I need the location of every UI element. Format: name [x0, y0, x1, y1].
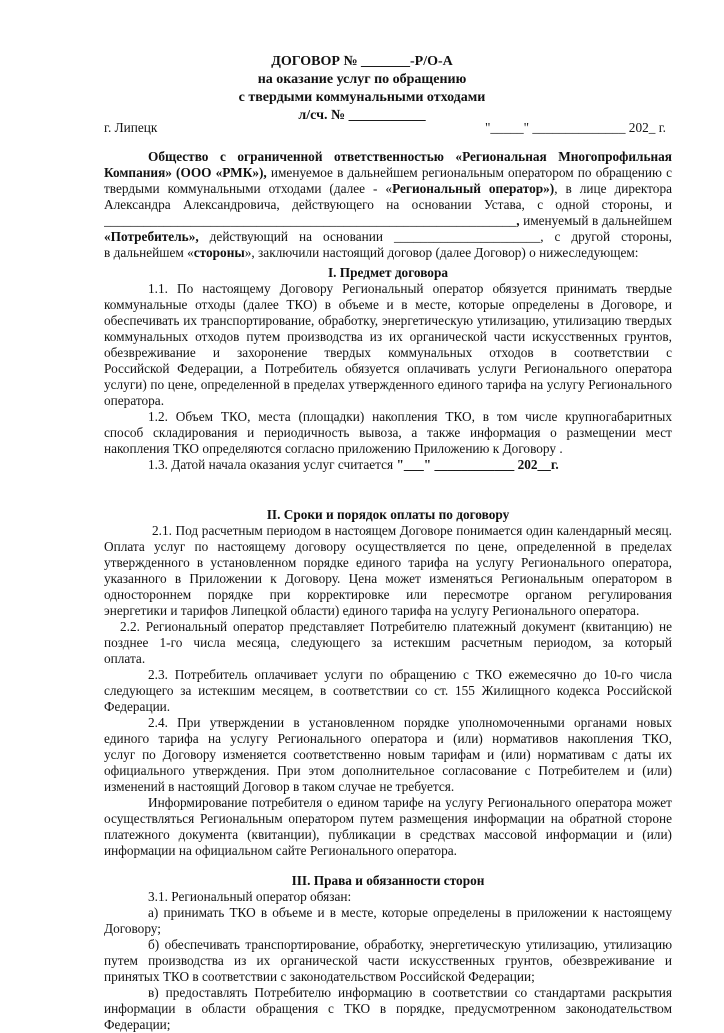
text-line — [104, 635, 672, 651]
bold-text: "___" ____________ 202__г. — [396, 457, 559, 472]
text-line — [104, 1017, 672, 1033]
text: услуги) по цене, определенной в пределах утвержденного единого тарифа на услугу Регионального — [104, 377, 672, 392]
text: 2.4. При утверждении в установленном порядке уполномоченными органами новых — [148, 715, 672, 730]
paragraph — [104, 619, 672, 667]
text-line — [104, 985, 672, 1001]
text: Александра Александровича, действующего на основании Устава, с одной стороны, и — [104, 197, 672, 212]
bold-text: Компания» (ООО «РМК»), — [104, 165, 267, 180]
text-line — [104, 1001, 672, 1017]
text-line — [104, 937, 672, 953]
paragraph — [104, 409, 672, 457]
text-line — [104, 715, 672, 731]
paragraph — [104, 457, 672, 473]
bold-text: Региональный оператор») — [392, 181, 555, 196]
text: 1.2. Объем ТКО, места (площадки) накопления ТКО, в том числе крупногабаритных — [148, 409, 672, 424]
text-line — [104, 181, 672, 197]
text-line — [104, 457, 672, 473]
text: платежного документа (квитанции), публикации в средствах массовой информации и (или) — [104, 827, 672, 842]
text-line — [104, 425, 672, 441]
text-line — [104, 587, 672, 603]
text-line — [104, 523, 672, 539]
contract-date: "_____" ______________ 202_ г. — [484, 120, 666, 135]
text-line — [104, 281, 672, 297]
text-line — [104, 197, 672, 213]
text: указанного в Приложении к Договору. Цена может изменяться Региональным оператором в — [104, 571, 672, 586]
text-line — [104, 165, 672, 181]
text: Российской Федерации, а Потребитель обязуется оплачивать услуги Регионального оператора — [104, 361, 672, 376]
text: Федерации. — [104, 699, 171, 714]
text-line — [104, 683, 672, 699]
text-line — [104, 539, 672, 555]
text-line — [104, 731, 672, 747]
text-line — [104, 377, 672, 393]
text: обезвреживание и захоронение твердых коммунальных отходов в соответствии с — [104, 345, 672, 360]
section-heading: III. Права и обязанности сторон — [291, 873, 485, 888]
text-line — [104, 763, 672, 779]
text: услуг по Договору изменяется соответственно новым тарифам и (или) нормативам с даты их — [104, 747, 672, 762]
text: позднее 1-го числа месяца, следующего за истекшим расчетным периодом, за который — [104, 635, 672, 650]
text: 1.1. По настоящему Договору Региональный оператор обязуется принимать твердые — [148, 281, 672, 296]
text-line — [104, 699, 672, 715]
text: утвержденного в установленном порядке единого тарифа на услугу Регионального оператора, — [104, 555, 672, 570]
text-line — [104, 747, 672, 763]
text: накопления ТКО определяются согласно приложению Приложению к Договору . — [104, 441, 563, 456]
text: в дальнейшем « — [104, 245, 194, 260]
text: в) предоставлять Потребителю информацию в соответствии со стандартами раскрытия — [148, 985, 672, 1000]
text: информации в области обращения с ТКО в порядке, предусмотренном законодательством — [104, 1001, 672, 1016]
bold-text: стороны — [193, 245, 245, 260]
text: именуемое в дальнейшем региональным оператором по обращению с — [266, 165, 672, 180]
text-line — [104, 441, 672, 457]
text-line — [104, 345, 672, 361]
text-line — [104, 603, 672, 619]
bold-text: , — [516, 213, 520, 228]
text: изменений в настоящий Договор в таком случае не требуется. — [104, 779, 455, 794]
text-line — [104, 827, 672, 843]
text: Информирование потребителя о едином тарифе на услугу Регионального оператора может — [148, 795, 672, 810]
text: одностороннем порядке при корректировке или пересмотре органом регулирования — [104, 587, 672, 602]
paragraph — [104, 715, 672, 795]
section-heading: I. Предмет договора — [327, 265, 448, 280]
text: оплата. — [104, 651, 146, 666]
text: », заключили настоящий договор (далее Договор) о нижеследующем: — [244, 245, 639, 260]
city: г. Липецк — [104, 120, 158, 135]
contract-subtitle: на оказание услуг по обращению — [257, 72, 467, 87]
text-line — [104, 811, 672, 827]
text: 1.3. Датой начала оказания услуг считается — [148, 457, 397, 472]
text-line — [104, 313, 672, 329]
text: принятых ТКО в соответствии с законодательством Российской Федерации; — [104, 969, 535, 984]
paragraph — [104, 937, 672, 985]
paragraph — [104, 281, 672, 409]
text: ______________________________________________________________ — [104, 213, 517, 228]
text-line — [104, 245, 672, 261]
text-line — [104, 843, 672, 859]
contract-title: ДОГОВОР № _______-Р/О-А — [271, 54, 453, 69]
text: именуемый в дальнейшем — [519, 213, 672, 228]
text: 2.2. Региональный оператор представляет Потребителю платежный документ (квитанцию) не — [120, 619, 672, 634]
text-line — [104, 229, 672, 245]
paragraph — [104, 667, 672, 715]
text: официального утверждения. При этом дополнительное согласование с Потребителем и (или) — [104, 763, 672, 778]
text: обеспечивать их транспортирование, обработку, энергетическую утилизацию, утилизацию твердых — [104, 313, 672, 328]
text: коммунальные отходы (далее ТКО) в объеме и в месте, которые определены в Договоре, и — [104, 297, 672, 312]
text: способ складирования и периодичность вывоза, а также информация о размещении мест — [104, 425, 672, 440]
text: Оплата услуг по настоящему договору осуществляется по цене, определенной в пределах — [104, 539, 672, 554]
section-heading: II. Сроки и порядок оплаты по договору — [266, 507, 510, 522]
text: следующего за истекшим месяцем, в соответствии со ст. 155 Жилищного кодекса Российской — [104, 683, 672, 698]
text-line — [104, 795, 672, 811]
text: Федерации; — [104, 1017, 171, 1032]
text-line — [104, 149, 672, 165]
text: действующий на основании ______________________, с другой стороны, — [209, 229, 672, 244]
text: Договору; — [104, 921, 161, 936]
text-line — [104, 409, 672, 425]
paragraph — [104, 985, 672, 1033]
text: энергетики и тарифов Липецкой области) единого тарифа на услугу Регионального оператора. — [104, 603, 640, 618]
text-line — [104, 555, 672, 571]
text-line — [104, 619, 672, 635]
text-line — [104, 779, 672, 795]
text-line — [104, 329, 672, 345]
contract-subtitle: с твердыми коммунальными отходами — [238, 90, 486, 105]
paragraph — [104, 149, 672, 261]
text: 2.3. Потребитель оплачивает услуги по обращению с ТКО ежемесячно до 10-го числа — [148, 667, 672, 682]
bold-text: «Потребитель», — [104, 229, 199, 244]
text: оператора. — [104, 393, 165, 408]
text-line — [104, 297, 672, 313]
text: а) принимать ТКО в объеме и в месте, которые определены в приложении к настоящему — [148, 905, 672, 920]
text: 3.1. Региональный оператор обязан: — [148, 889, 352, 904]
text-line — [104, 213, 672, 229]
text: коммунальных отходов путем производства из их органической части искусственных грунтов, — [104, 329, 672, 344]
text-line — [104, 651, 672, 667]
text: осуществляться Региональным оператором путем размещения информации на обратной стороне — [104, 811, 672, 826]
text: путем производства из их органической части искусственных грунтов, обезвреживание и — [104, 953, 672, 968]
text-line — [104, 889, 672, 905]
text: б) обеспечивать транспортирование, обработку, энергетическую утилизацию, утилизацию — [148, 937, 672, 952]
text-line — [104, 667, 672, 683]
text-line — [104, 969, 672, 985]
text-line — [104, 953, 672, 969]
account-number: л/сч. № ___________ — [298, 108, 426, 123]
place-date-line — [104, 120, 666, 136]
document-header — [0, 53, 724, 125]
text: 2.1. Под расчетным периодом в настоящем Договоре понимается один календарный месяц. — [152, 523, 672, 538]
paragraph — [104, 795, 672, 859]
text-line — [104, 921, 672, 937]
paragraph — [104, 523, 672, 619]
text-line — [104, 393, 672, 409]
text-line — [104, 571, 672, 587]
text: информации на официальном сайте Регионального оператора. — [104, 843, 457, 858]
text: единого тарифа на услугу Регионального оператора и (или) нормативов накопления ТКО, — [104, 731, 672, 746]
document-body — [104, 149, 672, 1033]
paragraph — [104, 905, 672, 937]
text: , в лице директора — [554, 181, 672, 196]
bold-text: Общество с ограниченной ответственностью «Региональная Многопрофильная — [148, 149, 672, 164]
paragraph — [104, 889, 672, 905]
text-line — [104, 905, 672, 921]
text-line — [104, 361, 672, 377]
text: твердыми коммунальными отходами (далее - « — [104, 181, 393, 196]
